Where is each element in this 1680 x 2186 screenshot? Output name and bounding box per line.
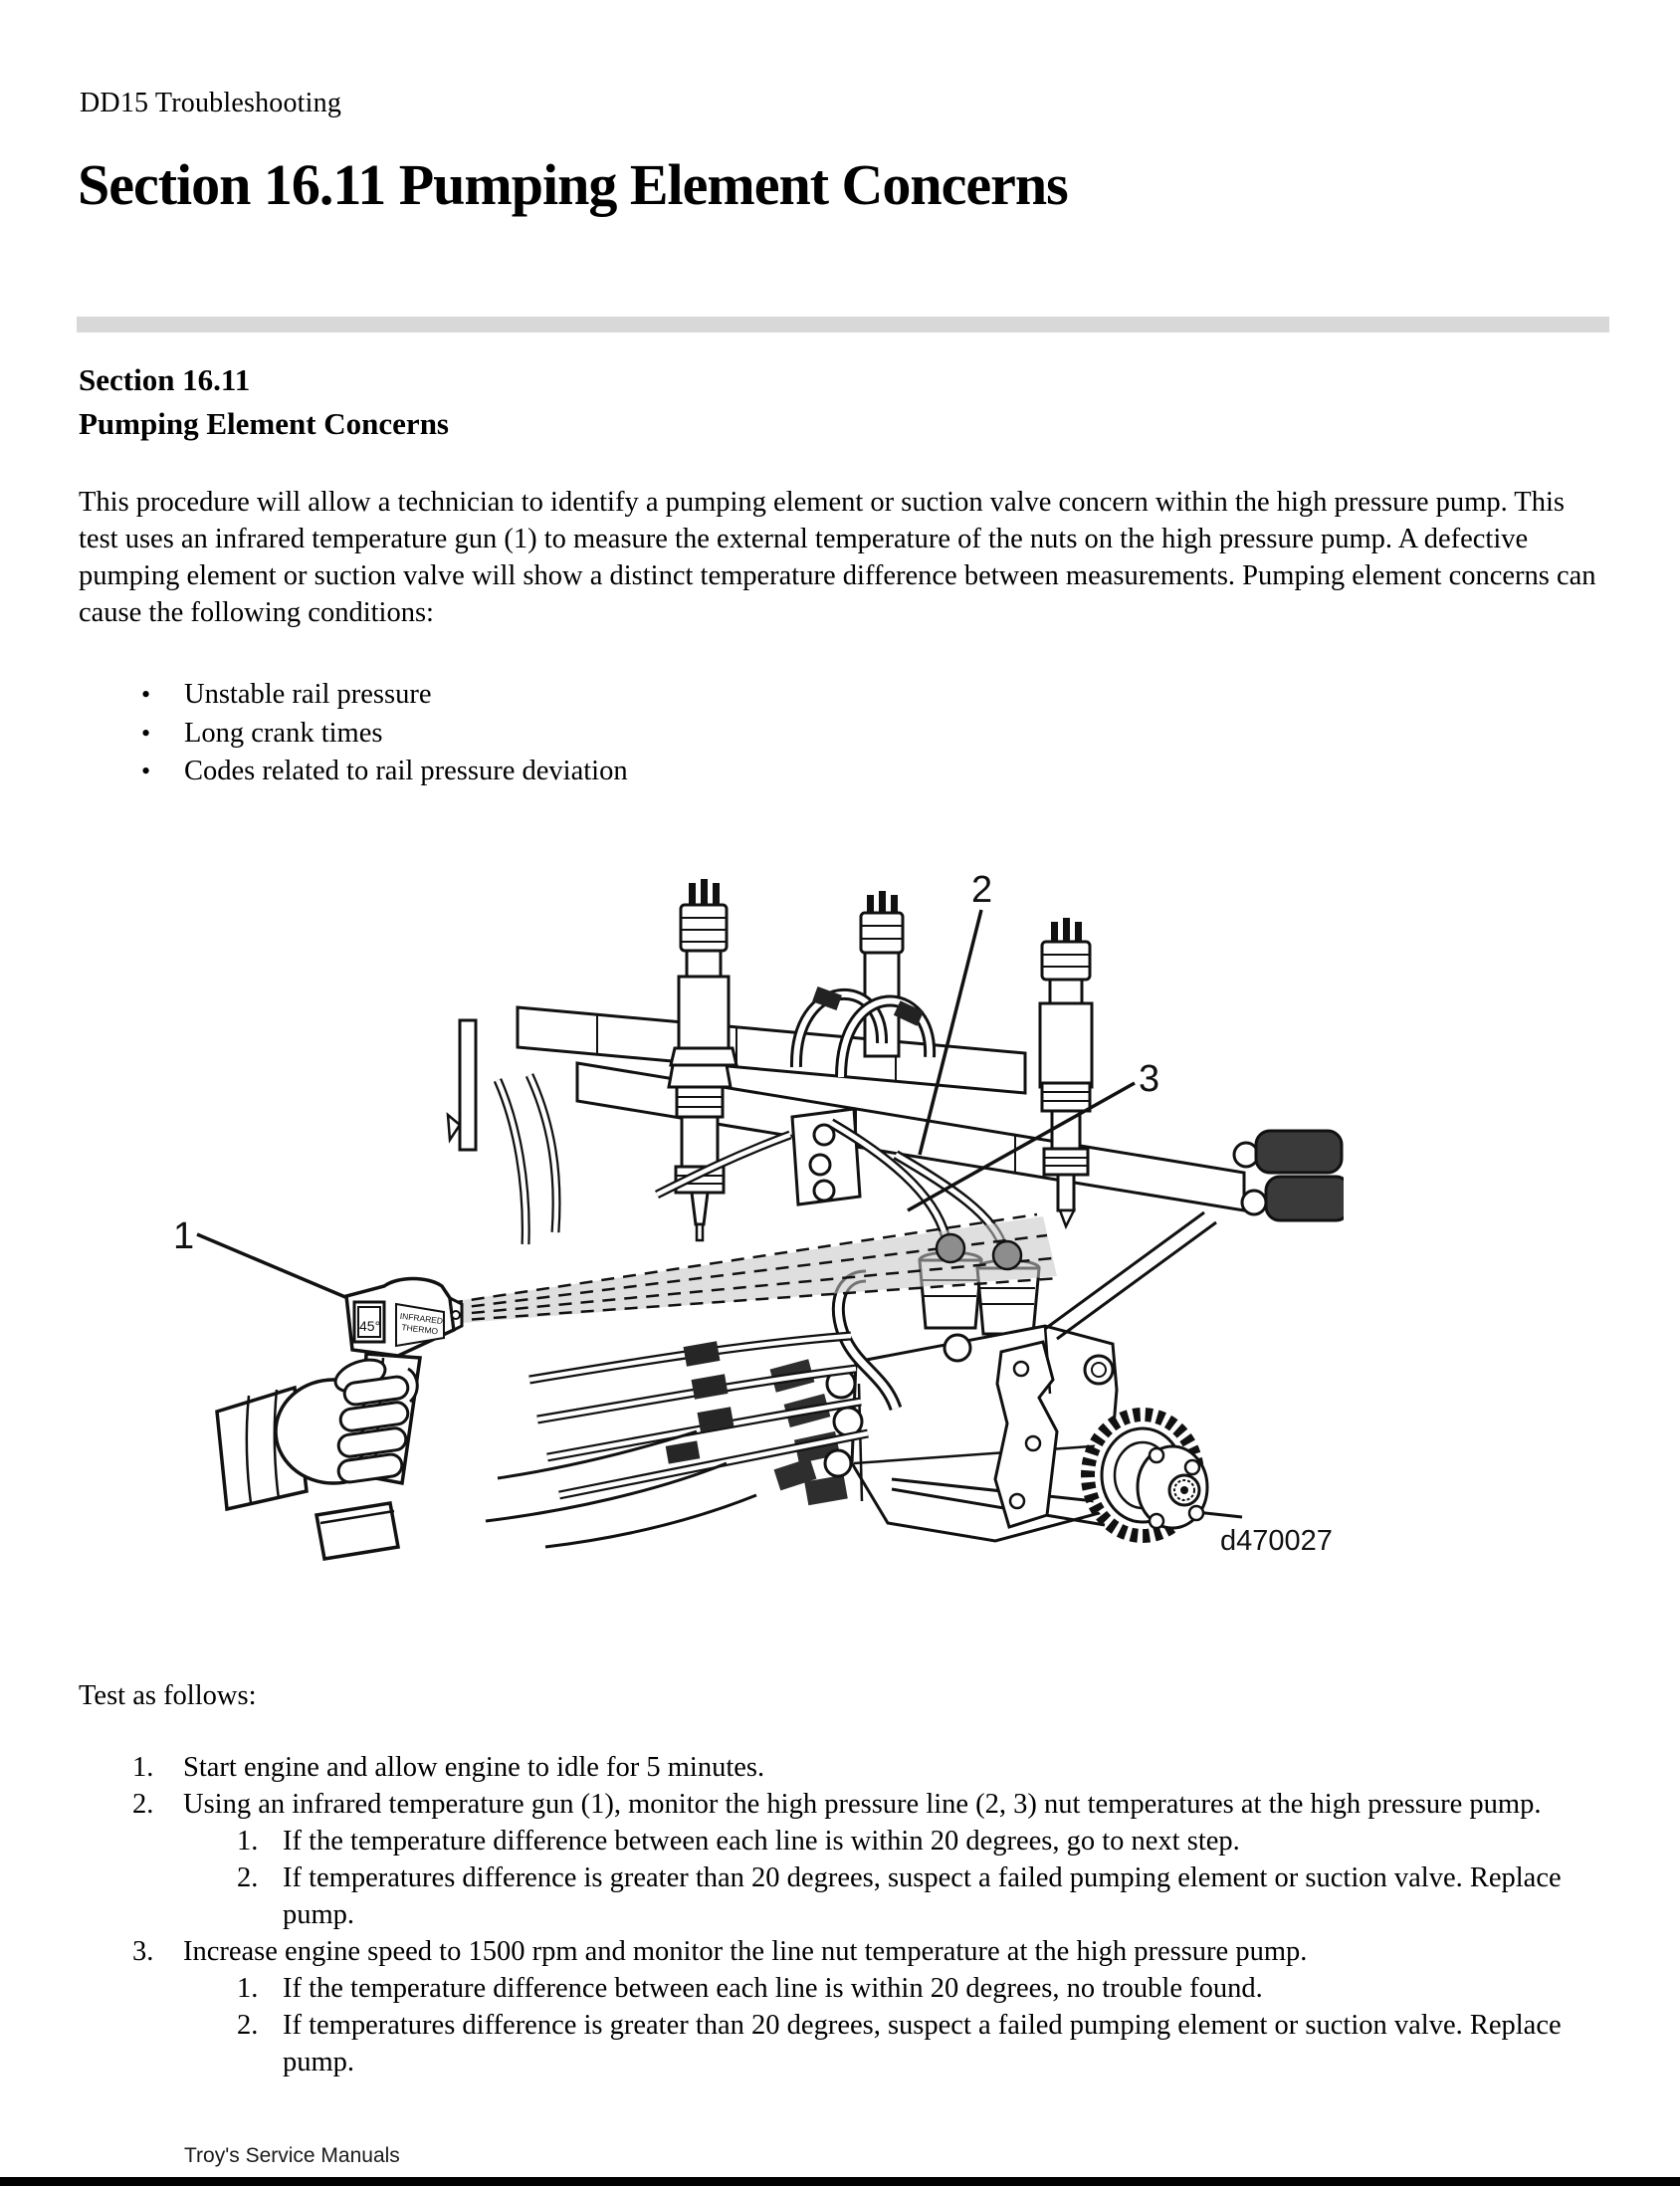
- substep-row-text: If temperatures difference is greater than 20 degrees, suspect a failed pumping element or suction valve. Replace pump.: [283, 2010, 1562, 2077]
- substep-row: [0, 1859, 1652, 1933]
- list-item: [0, 715, 1602, 754]
- gun-brand-label: INFRARED: [399, 1310, 444, 1326]
- callout-1-label: 1: [173, 1215, 195, 1257]
- footer-credit: Troy's Service Manuals: [184, 2144, 400, 2167]
- bullet-icon: •: [141, 680, 151, 709]
- bullet-icon: •: [141, 718, 151, 748]
- figure-illustration: [100, 826, 1344, 1583]
- substep-row-text: If the temperature difference between each line is within 20 degrees, no trouble found.: [283, 1973, 1263, 2004]
- injector-icon: [669, 1065, 731, 1240]
- step-row: [0, 1933, 1652, 1970]
- step-row-text: Start engine and allow engine to idle for 5 minutes.: [183, 1752, 765, 1783]
- gun-display-value: 45°: [359, 1318, 381, 1334]
- list-item-label: Unstable rail pressure: [184, 679, 432, 710]
- substep-row-marker: 1.: [237, 1826, 259, 1857]
- intro-paragraph: This procedure will allow a technician to identify a pumping element or suction valve concern within the high pressure pump. This test uses an infrared temperature gun (1) to measure the external temperature of the nuts on the high pressure pump. A defective pumping element or suction valve will show a distinct temperature difference between measurements. Pumping element concerns can cause the following conditions:: [79, 487, 1596, 628]
- substep-row: [0, 1970, 1652, 2007]
- substep-row-marker: 1.: [237, 1973, 259, 2004]
- injector-icon: [671, 879, 736, 1065]
- breadcrumb: DD15 Troubleshooting: [80, 88, 342, 118]
- section-heading: [79, 358, 449, 446]
- step-row-marker: 2.: [132, 1789, 154, 1820]
- bottom-border-bar: [0, 2177, 1680, 2186]
- substep-row-text: If temperatures difference is greater than 20 degrees, suspect a failed pumping element or suction valve. Replace pump.: [283, 1862, 1562, 1930]
- callout-2-label: 2: [971, 869, 993, 911]
- step-row-marker: 3.: [132, 1936, 154, 1967]
- substep-row: [0, 1823, 1652, 1859]
- bullet-icon: •: [141, 757, 151, 785]
- substep-row-text: If the temperature difference between each line is within 20 degrees, go to next step.: [283, 1826, 1240, 1857]
- figure-id-caption: d470027: [1220, 1525, 1333, 1557]
- step-row-text: Using an infrared temperature gun (1), monitor the high pressure line (2, 3) nut temperatures at the high pressure pump.: [183, 1789, 1542, 1820]
- section-heading-number: Section 16.11: [79, 362, 251, 397]
- step-row-marker: 1.: [132, 1752, 154, 1783]
- list-item-label: Long crank times: [184, 717, 383, 749]
- substep-row: [0, 2007, 1652, 2080]
- section-heading-name: Pumping Element Concerns: [79, 406, 449, 441]
- procedure-steps: [0, 1749, 1652, 2080]
- callout-3-label: 3: [1139, 1058, 1160, 1100]
- list-item: [0, 676, 1602, 715]
- drive-gear: [1088, 1415, 1207, 1536]
- step-row: [0, 1749, 1652, 1786]
- gun-brand-label: THERMO: [400, 1322, 439, 1337]
- section-divider-bar: [77, 317, 1609, 332]
- substep-row-marker: 2.: [237, 2010, 259, 2041]
- elbow-fittings: [1234, 1131, 1344, 1220]
- substep-row-marker: 2.: [237, 1862, 259, 1893]
- page-title: Section 16.11 Pumping Element Concerns: [78, 152, 1068, 217]
- symptom-list: [0, 676, 1602, 791]
- list-item-label: Codes related to rail pressure deviation: [184, 756, 628, 786]
- list-item: [0, 753, 1602, 791]
- step-row-text: Increase engine speed to 1500 rpm and monitor the line nut temperature at the high pressure pump.: [183, 1936, 1308, 1967]
- figure: [100, 826, 1344, 1583]
- step-row: [0, 1786, 1652, 1823]
- test-lead-in: Test as follows:: [79, 1680, 257, 1711]
